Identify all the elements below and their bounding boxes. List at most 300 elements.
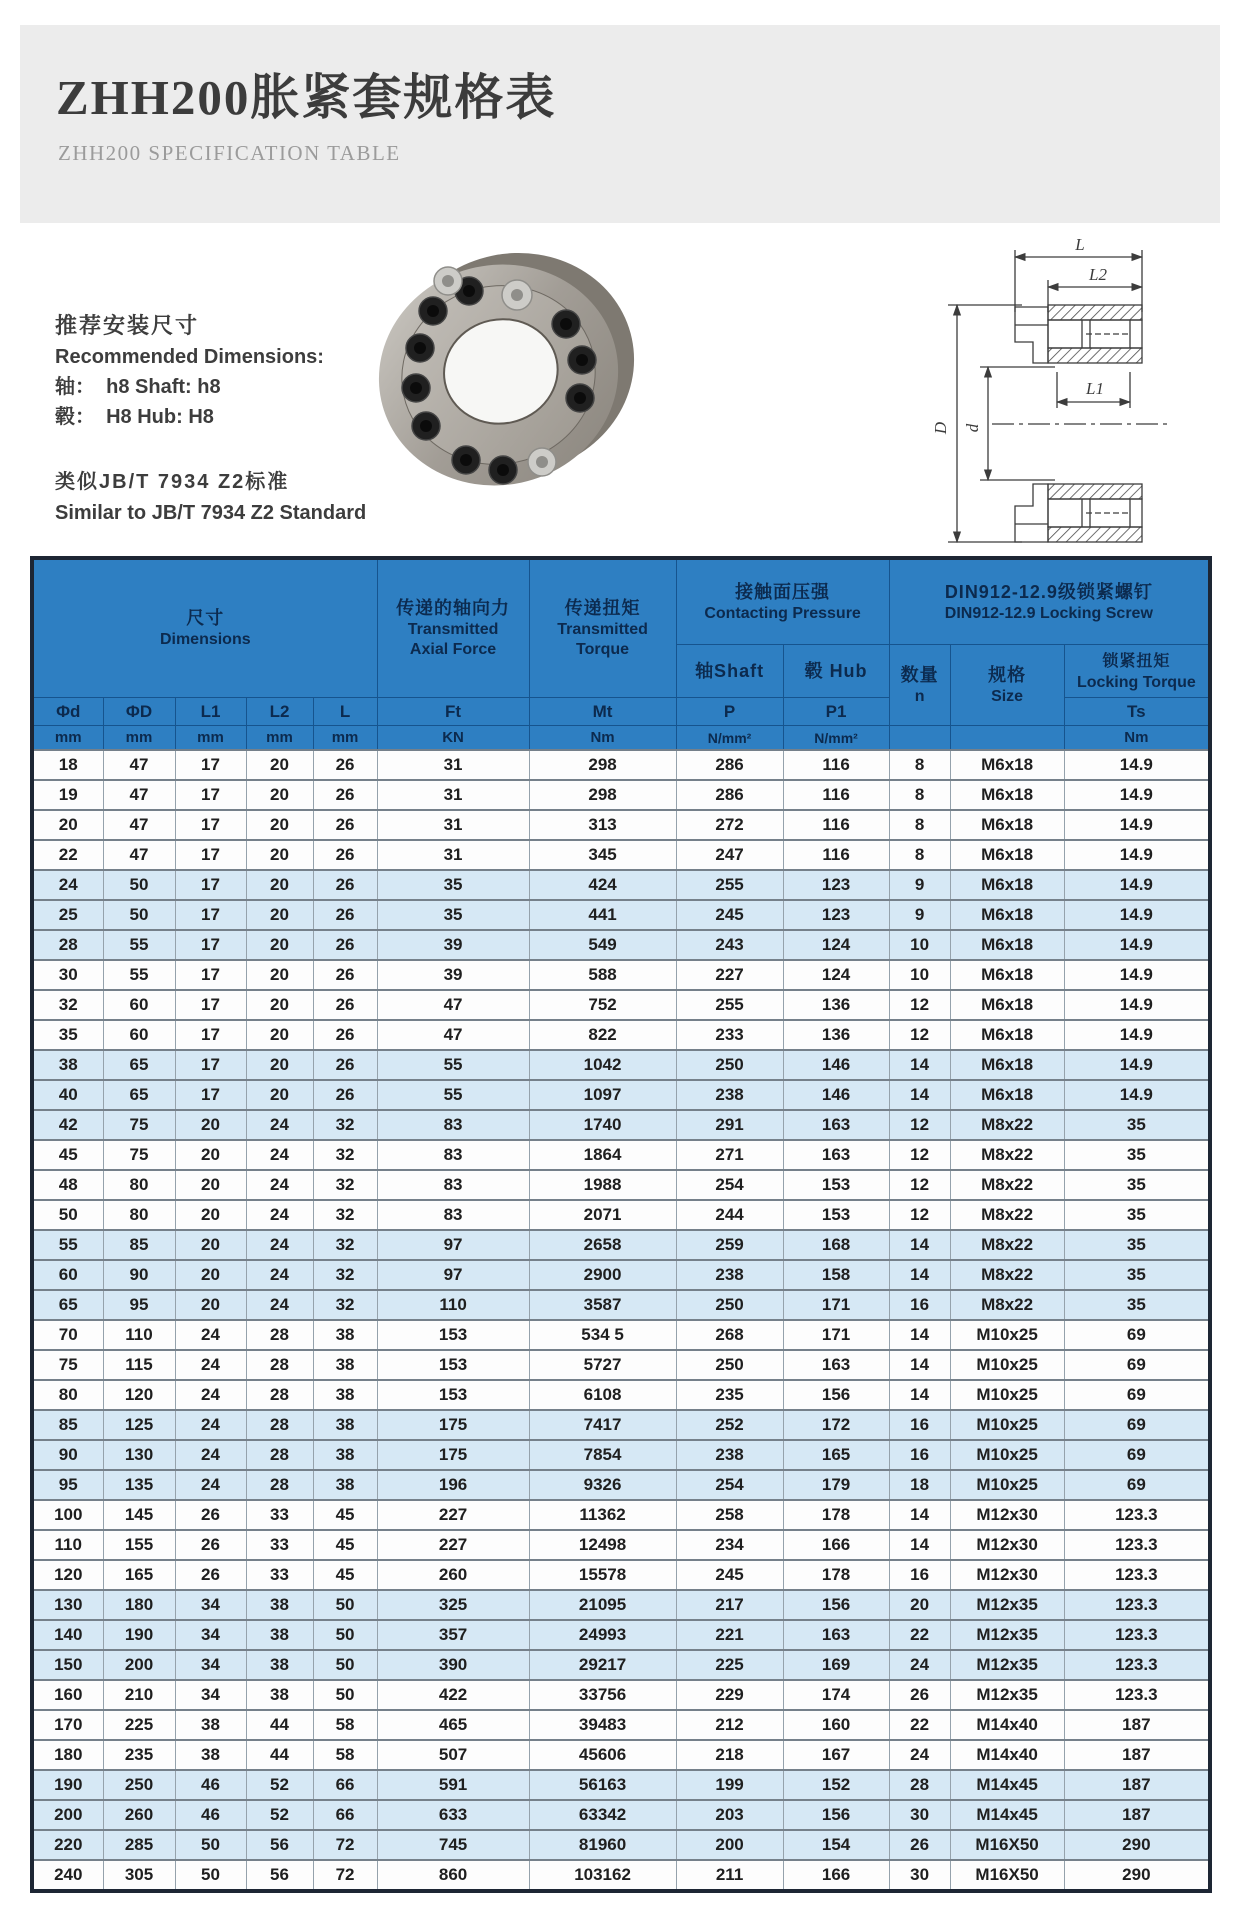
table-cell: 2900	[529, 1260, 676, 1290]
table-cell: 9326	[529, 1470, 676, 1500]
table-cell: 135	[103, 1470, 175, 1500]
unit-qty-empty	[889, 726, 950, 751]
table-cell: 28	[32, 930, 103, 960]
table-cell: 32	[313, 1200, 377, 1230]
table-cell: 8	[889, 780, 950, 810]
table-cell: 7417	[529, 1410, 676, 1440]
table-row	[32, 1200, 1210, 1230]
table-cell: 32	[313, 1230, 377, 1260]
table-cell: 33	[246, 1500, 313, 1530]
table-cell: 35	[1064, 1110, 1210, 1140]
table-cell: 26	[313, 870, 377, 900]
table-cell: 155	[103, 1530, 175, 1560]
table-cell: 158	[783, 1260, 889, 1290]
table-cell: 234	[676, 1530, 783, 1560]
table-cell: 14.9	[1064, 750, 1210, 780]
table-cell: 166	[783, 1860, 889, 1891]
table-cell: 22	[889, 1710, 950, 1740]
table-cell: 180	[32, 1740, 103, 1770]
table-cell: 72	[313, 1830, 377, 1860]
table-cell: 150	[32, 1650, 103, 1680]
sym-ft: Ft	[377, 698, 529, 726]
sym-p: P	[676, 698, 783, 726]
table-cell: 14	[889, 1080, 950, 1110]
table-cell: 55	[377, 1050, 529, 1080]
table-cell: 124	[783, 960, 889, 990]
table-cell: 31	[377, 840, 529, 870]
table-cell: 75	[103, 1140, 175, 1170]
table-cell: 1097	[529, 1080, 676, 1110]
table-cell: 357	[377, 1620, 529, 1650]
table-cell: 272	[676, 810, 783, 840]
table-cell: M10x25	[950, 1470, 1064, 1500]
table-cell: 17	[175, 990, 246, 1020]
table-cell: 235	[676, 1380, 783, 1410]
header-torque-en1: Transmitted	[557, 621, 648, 638]
table-cell: 166	[783, 1530, 889, 1560]
table-cell: 69	[1064, 1440, 1210, 1470]
header-pressure-en: Contacting Pressure	[704, 604, 861, 622]
table-cell: 247	[676, 840, 783, 870]
sym-phi-D: ΦD	[103, 698, 175, 726]
table-cell: 69	[1064, 1470, 1210, 1500]
table-cell: 18	[32, 750, 103, 780]
table-cell: 55	[103, 930, 175, 960]
table-cell: 187	[1064, 1800, 1210, 1830]
table-cell: 24	[246, 1170, 313, 1200]
header-axial-en2: Axial Force	[409, 641, 497, 658]
table-cell: 39	[377, 960, 529, 990]
header-quantity	[889, 645, 950, 726]
header-shaft	[676, 645, 783, 698]
table-cell: M16X50	[950, 1860, 1064, 1891]
section-drawing	[930, 232, 1180, 557]
table-cell: 50	[313, 1620, 377, 1650]
table-cell: 17	[175, 840, 246, 870]
table-cell: 290	[1064, 1830, 1210, 1860]
table-cell: 26	[313, 930, 377, 960]
table-cell: 38	[32, 1050, 103, 1080]
unit-nmm2-hub: N/mm²	[783, 726, 889, 751]
table-cell: 50	[103, 870, 175, 900]
table-cell: 390	[377, 1650, 529, 1680]
table-cell: 25	[32, 900, 103, 930]
table-cell: 56	[246, 1860, 313, 1891]
table-cell: 83	[377, 1200, 529, 1230]
header-locking-cn: 锁紧扭矩	[1102, 652, 1171, 670]
table-cell: 254	[676, 1170, 783, 1200]
table-cell: M10x25	[950, 1410, 1064, 1440]
dim-label-D: D	[931, 421, 950, 435]
table-row	[32, 1080, 1210, 1110]
spec-table	[30, 556, 1212, 1893]
table-cell: 245	[676, 1560, 783, 1590]
table-cell: 115	[103, 1350, 175, 1380]
table-cell: 32	[313, 1260, 377, 1290]
table-cell: 24	[246, 1260, 313, 1290]
table-row	[32, 870, 1210, 900]
table-row	[32, 1650, 1210, 1680]
table-cell: 47	[103, 810, 175, 840]
table-cell: 56	[246, 1830, 313, 1860]
table-cell: 20	[175, 1230, 246, 1260]
table-cell: 258	[676, 1500, 783, 1530]
table-row	[32, 1740, 1210, 1770]
table-cell: 123.3	[1064, 1680, 1210, 1710]
table-cell: 12	[889, 1200, 950, 1230]
page-subtitle: ZHH200 SPECIFICATION TABLE	[58, 141, 401, 165]
table-cell: 65	[103, 1050, 175, 1080]
table-cell: 286	[676, 780, 783, 810]
table-cell: 35	[1064, 1230, 1210, 1260]
table-cell: 45	[313, 1500, 377, 1530]
header-hub-label: 毂 Hub	[804, 660, 868, 681]
table-cell: 24	[246, 1200, 313, 1230]
header-screw-en: DIN912-12.9 Locking Screw	[944, 604, 1153, 622]
table-cell: 26	[313, 810, 377, 840]
title-band	[20, 25, 1220, 223]
table-cell: M6x18	[950, 990, 1064, 1020]
table-cell: 250	[676, 1290, 783, 1320]
table-cell: 286	[676, 750, 783, 780]
table-cell: M6x18	[950, 840, 1064, 870]
table-cell: 14.9	[1064, 870, 1210, 900]
table-cell: 259	[676, 1230, 783, 1260]
table-cell: 35	[1064, 1200, 1210, 1230]
table-cell: 26	[313, 990, 377, 1020]
table-cell: 260	[377, 1560, 529, 1590]
table-cell: 465	[377, 1710, 529, 1740]
table-cell: 588	[529, 960, 676, 990]
table-cell: 14	[889, 1350, 950, 1380]
header-torque-cn: 传递扭矩	[564, 598, 641, 618]
table-cell: 14.9	[1064, 780, 1210, 810]
table-cell: 19	[32, 780, 103, 810]
table-cell: 211	[676, 1860, 783, 1891]
table-cell: 28	[246, 1320, 313, 1350]
table-cell: 24	[175, 1470, 246, 1500]
table-cell: 48	[32, 1170, 103, 1200]
table-cell: 235	[103, 1740, 175, 1770]
table-cell: 199	[676, 1770, 783, 1800]
table-cell: 32	[313, 1140, 377, 1170]
table-row	[32, 1410, 1210, 1440]
table-cell: 250	[103, 1770, 175, 1800]
table-cell: 85	[103, 1230, 175, 1260]
table-cell: 172	[783, 1410, 889, 1440]
recommended-cn: 推荐安装尺寸	[55, 313, 200, 338]
table-cell: M12x30	[950, 1530, 1064, 1560]
table-cell: 187	[1064, 1740, 1210, 1770]
table-cell: 1042	[529, 1050, 676, 1080]
table-cell: 20	[246, 1020, 313, 1050]
table-cell: 123.3	[1064, 1650, 1210, 1680]
table-cell: 12	[889, 1110, 950, 1140]
table-row	[32, 1380, 1210, 1410]
table-cell: 38	[313, 1410, 377, 1440]
table-cell: 14.9	[1064, 1050, 1210, 1080]
table-cell: 252	[676, 1410, 783, 1440]
table-cell: 123	[783, 870, 889, 900]
table-row	[32, 990, 1210, 1020]
table-cell: 116	[783, 780, 889, 810]
table-cell: 110	[103, 1320, 175, 1350]
unit-nmm2-shaft: N/mm²	[676, 726, 783, 751]
table-cell: 16	[889, 1290, 950, 1320]
sym-p1: P1	[783, 698, 889, 726]
table-cell: 152	[783, 1770, 889, 1800]
table-cell: 534 5	[529, 1320, 676, 1350]
table-cell: 45	[32, 1140, 103, 1170]
table-cell: 12	[889, 990, 950, 1020]
table-cell: 26	[313, 840, 377, 870]
table-cell: M6x18	[950, 960, 1064, 990]
table-cell: M6x18	[950, 780, 1064, 810]
table-cell: 72	[313, 1860, 377, 1891]
table-cell: 26	[313, 1050, 377, 1080]
table-cell: 238	[676, 1260, 783, 1290]
table-row	[32, 1320, 1210, 1350]
table-cell: 17	[175, 810, 246, 840]
table-cell: 160	[783, 1710, 889, 1740]
table-cell: 17	[175, 750, 246, 780]
table-cell: 227	[676, 960, 783, 990]
table-cell: 12498	[529, 1530, 676, 1560]
table-cell: 90	[103, 1260, 175, 1290]
table-row	[32, 960, 1210, 990]
table-cell: 221	[676, 1620, 783, 1650]
table-cell: 3587	[529, 1290, 676, 1320]
table-cell: 26	[889, 1830, 950, 1860]
table-row	[32, 1800, 1210, 1830]
table-cell: 26	[313, 1080, 377, 1110]
table-cell: M14x45	[950, 1770, 1064, 1800]
table-cell: 46	[175, 1770, 246, 1800]
table-cell: 200	[103, 1650, 175, 1680]
table-cell: 20	[175, 1140, 246, 1170]
table-cell: 424	[529, 870, 676, 900]
table-cell: 116	[783, 810, 889, 840]
table-cell: 50	[103, 900, 175, 930]
table-row	[32, 900, 1210, 930]
table-cell: 100	[32, 1500, 103, 1530]
table-cell: 24	[246, 1290, 313, 1320]
table-cell: 255	[676, 990, 783, 1020]
dim-label-L: L	[1075, 235, 1085, 254]
table-cell: 20	[175, 1110, 246, 1140]
header-locking-screw	[889, 558, 1210, 645]
table-cell: 165	[103, 1560, 175, 1590]
sym-l2: L2	[246, 698, 313, 726]
table-cell: 20	[246, 750, 313, 780]
table-cell: M6x18	[950, 750, 1064, 780]
table-cell: 254	[676, 1470, 783, 1500]
table-row	[32, 1860, 1210, 1891]
table-cell: 24	[889, 1650, 950, 1680]
table-cell: 44	[246, 1710, 313, 1740]
table-cell: 24	[889, 1740, 950, 1770]
table-cell: 116	[783, 840, 889, 870]
table-cell: 238	[676, 1440, 783, 1470]
table-cell: 50	[313, 1590, 377, 1620]
table-row	[32, 1110, 1210, 1140]
table-cell: 38	[313, 1350, 377, 1380]
table-cell: 145	[103, 1500, 175, 1530]
table-cell: M12x35	[950, 1650, 1064, 1680]
table-cell: 58	[313, 1740, 377, 1770]
table-cell: 179	[783, 1470, 889, 1500]
unit-kn: KN	[377, 726, 529, 751]
header-hub	[783, 645, 889, 698]
table-cell: 69	[1064, 1380, 1210, 1410]
table-cell: 20	[32, 810, 103, 840]
table-row	[32, 1560, 1210, 1590]
table-cell: 123	[783, 900, 889, 930]
table-cell: 33	[246, 1560, 313, 1590]
table-cell: 28	[246, 1350, 313, 1380]
table-cell: 136	[783, 1020, 889, 1050]
table-cell: 30	[889, 1860, 950, 1891]
table-cell: 38	[313, 1470, 377, 1500]
table-cell: 20	[246, 780, 313, 810]
table-cell: 14.9	[1064, 960, 1210, 990]
table-row	[32, 840, 1210, 870]
unit-mm-5: mm	[313, 726, 377, 751]
table-cell: 14.9	[1064, 1080, 1210, 1110]
table-cell: 28	[246, 1470, 313, 1500]
table-cell: 38	[246, 1650, 313, 1680]
table-cell: 229	[676, 1680, 783, 1710]
table-cell: 35	[32, 1020, 103, 1050]
table-cell: 20	[246, 960, 313, 990]
table-cell: 38	[175, 1740, 246, 1770]
table-cell: 14	[889, 1380, 950, 1410]
table-cell: 17	[175, 900, 246, 930]
locking-assembly-photo	[370, 248, 640, 498]
table-cell: 345	[529, 840, 676, 870]
table-cell: 26	[313, 750, 377, 780]
table-cell: 60	[103, 1020, 175, 1050]
table-cell: 187	[1064, 1770, 1210, 1800]
table-cell: 156	[783, 1800, 889, 1830]
table-cell: 217	[676, 1590, 783, 1620]
unit-mm-3: mm	[175, 726, 246, 751]
table-cell: M10x25	[950, 1350, 1064, 1380]
table-cell: 156	[783, 1590, 889, 1620]
table-cell: 31	[377, 780, 529, 810]
table-cell: 167	[783, 1740, 889, 1770]
table-cell: 591	[377, 1770, 529, 1800]
table-cell: 26	[889, 1680, 950, 1710]
table-cell: 45	[313, 1560, 377, 1590]
table-cell: 2071	[529, 1200, 676, 1230]
table-cell: 24	[246, 1110, 313, 1140]
dim-label-L1: L1	[1086, 379, 1104, 398]
table-cell: M14x40	[950, 1710, 1064, 1740]
table-cell: 52	[246, 1800, 313, 1830]
table-row	[32, 1170, 1210, 1200]
table-row	[32, 750, 1210, 780]
table-cell: 22	[32, 840, 103, 870]
table-cell: 227	[377, 1530, 529, 1560]
table-cell: 60	[103, 990, 175, 1020]
table-row	[32, 1020, 1210, 1050]
table-cell: 69	[1064, 1350, 1210, 1380]
standard-en: Similar to JB/T 7934 Z2 Standard	[55, 502, 367, 524]
table-cell: 752	[529, 990, 676, 1020]
table-row	[32, 1260, 1210, 1290]
table-cell: 8	[889, 810, 950, 840]
table-cell: M10x25	[950, 1380, 1064, 1410]
table-cell: 12	[889, 1170, 950, 1200]
table-cell: M6x18	[950, 900, 1064, 930]
table-cell: 175	[377, 1440, 529, 1470]
shaft-fit: 轴： h8 Shaft: h8	[55, 376, 221, 398]
header-locking-en: Locking Torque	[1076, 673, 1196, 691]
table-cell: 20	[175, 1290, 246, 1320]
table-cell: 24993	[529, 1620, 676, 1650]
table-cell: 38	[175, 1710, 246, 1740]
table-cell: 32	[313, 1170, 377, 1200]
table-cell: 35	[1064, 1140, 1210, 1170]
table-cell: 26	[313, 900, 377, 930]
table-cell: M14x40	[950, 1740, 1064, 1770]
table-cell: 14.9	[1064, 1020, 1210, 1050]
table-cell: 238	[676, 1080, 783, 1110]
table-cell: 24	[246, 1230, 313, 1260]
table-cell: 35	[377, 900, 529, 930]
table-cell: 220	[32, 1830, 103, 1860]
table-row	[32, 810, 1210, 840]
table-cell: 20	[246, 930, 313, 960]
table-cell: 97	[377, 1260, 529, 1290]
table-cell: 255	[676, 870, 783, 900]
table-cell: 7854	[529, 1440, 676, 1470]
table-cell: 200	[676, 1830, 783, 1860]
table-cell: 97	[377, 1230, 529, 1260]
table-cell: 33	[246, 1530, 313, 1560]
header-dimensions-cn: 尺寸	[186, 608, 225, 628]
table-cell: M16X50	[950, 1830, 1064, 1860]
table-cell: 298	[529, 780, 676, 810]
table-cell: 39483	[529, 1710, 676, 1740]
table-cell: 47	[377, 990, 529, 1020]
table-cell: M10x25	[950, 1440, 1064, 1470]
table-cell: 44	[246, 1740, 313, 1770]
table-cell: 42	[32, 1110, 103, 1140]
table-cell: 35	[1064, 1290, 1210, 1320]
table-cell: 130	[103, 1440, 175, 1470]
header-torque	[529, 558, 676, 698]
table-cell: 24	[175, 1320, 246, 1350]
table-row	[32, 1590, 1210, 1620]
table-cell: 32	[313, 1110, 377, 1140]
table-cell: 32	[313, 1290, 377, 1320]
table-cell: 20	[246, 900, 313, 930]
table-cell: 212	[676, 1710, 783, 1740]
table-cell: 38	[246, 1590, 313, 1620]
table-cell: 178	[783, 1560, 889, 1590]
table-cell: 190	[103, 1620, 175, 1650]
table-cell: M14x45	[950, 1800, 1064, 1830]
table-cell: 50	[313, 1680, 377, 1710]
table-row	[32, 1620, 1210, 1650]
table-cell: 29217	[529, 1650, 676, 1680]
table-cell: 90	[32, 1440, 103, 1470]
table-cell: 14	[889, 1050, 950, 1080]
header-locking-torque	[1064, 645, 1210, 698]
spec-table-header	[32, 558, 1210, 750]
